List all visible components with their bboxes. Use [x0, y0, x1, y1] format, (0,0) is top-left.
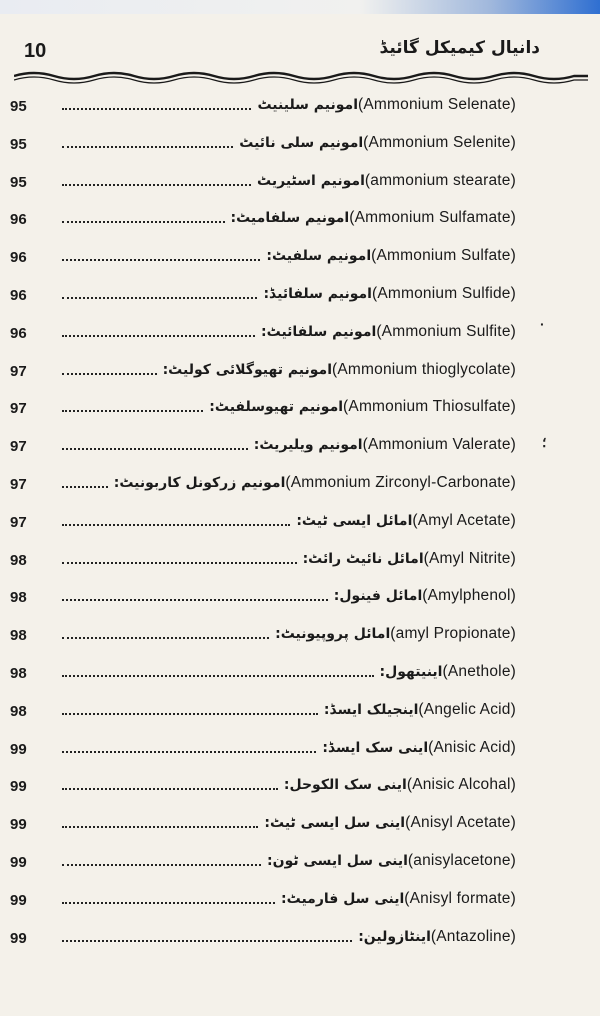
toc-entry — [0, 466, 600, 504]
toc-entry-english: (anisylacetone) — [407, 851, 516, 869]
toc-entry-urdu: امونیم سلینیٹ — [257, 97, 358, 113]
toc-entry-english: (Amyl Acetate) — [412, 511, 516, 529]
toc-page-number: 99 — [10, 891, 27, 909]
toc-entry-title — [266, 247, 516, 265]
toc-entry — [0, 504, 600, 542]
toc-page-number: 95 — [10, 173, 27, 191]
toc-entry-title — [254, 436, 516, 454]
toc-entry-urdu: امونیم سلفیٹ: — [266, 248, 372, 265]
toc-entry-urdu: امونیم سلفامیٹ: — [230, 210, 350, 227]
toc-entry-english: (Amyl Nitrite) — [423, 549, 516, 567]
toc-entry — [0, 201, 600, 239]
toc-page-number: 97 — [10, 438, 27, 456]
dot-leader — [62, 637, 269, 639]
table-of-contents — [0, 88, 600, 957]
toc-entry-urdu: امونیم سلفائیٹ: — [261, 323, 377, 340]
toc-entry-urdu: امائل نائیٹ رائٹ: — [302, 550, 424, 567]
dot-leader — [62, 713, 318, 715]
dot-leader — [62, 259, 260, 261]
toc-entry-title — [322, 739, 516, 757]
header-wavy-rule — [14, 68, 588, 86]
margin-mark: · — [540, 316, 545, 332]
toc-entry-urdu: امونیم تھیوگلائی کولیٹ: — [162, 361, 333, 378]
toc-page-number: 97 — [10, 513, 27, 531]
toc-entry-english: (Antazoline) — [430, 927, 516, 945]
toc-entry-title — [257, 96, 516, 114]
toc-page-number: 95 — [10, 135, 27, 153]
dot-leader — [62, 599, 328, 601]
toc-page-number: 99 — [10, 816, 27, 834]
toc-entry-urdu: اینی سل ایسی ٹیٹ: — [264, 815, 406, 832]
toc-entry-title — [296, 512, 516, 530]
toc-entry-english: (Anethole) — [442, 662, 516, 680]
toc-entry-urdu: امونیم زرکونل کاربونیٹ: — [113, 474, 286, 491]
toc-entry-english: (ammonium stearate) — [364, 171, 516, 189]
toc-page-number: 96 — [10, 211, 27, 229]
toc-page-number: 99 — [10, 929, 27, 947]
dot-leader — [62, 184, 251, 186]
toc-page-number: 98 — [10, 551, 27, 569]
toc-entry — [0, 617, 600, 655]
dot-leader — [62, 864, 261, 866]
toc-entry-urdu: اینی سل ایسی ٹون: — [267, 852, 408, 869]
toc-entry-urdu: اینی سل فارمیٹ: — [281, 890, 405, 907]
toc-entry-english: (Ammonium Sulfamate) — [349, 209, 516, 227]
toc-entry — [0, 882, 600, 920]
toc-entry — [0, 920, 600, 958]
dot-leader — [62, 751, 316, 753]
toc-entry-english: (Ammonium Selenate) — [358, 96, 516, 113]
toc-entry-title — [334, 587, 516, 605]
toc-entry — [0, 164, 600, 202]
toc-entry-title — [324, 701, 516, 719]
toc-entry-title — [263, 285, 516, 303]
toc-entry-urdu: امائل ایسی ٹیٹ: — [296, 512, 413, 529]
toc-entry — [0, 239, 600, 277]
toc-entry — [0, 390, 600, 428]
toc-page-number: 97 — [10, 400, 27, 418]
dot-leader — [62, 448, 248, 450]
toc-entry-urdu: اینی سک الکوحل: — [283, 777, 407, 794]
toc-page-number: 97 — [10, 475, 27, 493]
toc-entry-urdu: امائل پروپیونیٹ: — [275, 626, 391, 643]
toc-page-number: 98 — [10, 589, 27, 607]
toc-page-number: 97 — [10, 362, 27, 380]
dot-leader — [62, 902, 275, 904]
dot-leader — [62, 524, 290, 526]
toc-entry — [0, 126, 600, 164]
toc-entry-title — [231, 209, 516, 227]
toc-entry-urdu: امونیم ویلیریٹ: — [253, 437, 363, 454]
toc-entry — [0, 693, 600, 731]
toc-entry-title — [358, 928, 516, 946]
dot-leader — [62, 297, 257, 299]
toc-page-number: 96 — [10, 324, 27, 342]
toc-entry — [0, 88, 600, 126]
toc-entry-title — [281, 890, 516, 908]
toc-entry-title — [303, 550, 516, 568]
toc-page-number: 98 — [10, 702, 27, 720]
dot-leader — [62, 788, 278, 790]
dot-leader — [62, 940, 352, 942]
toc-entry-english: (Ammonium Selenite) — [363, 133, 516, 151]
toc-entry-urdu: اینٹازولین: — [358, 928, 431, 945]
toc-entry-urdu: امونیم تھیوسلفیٹ: — [209, 399, 344, 416]
toc-entry-english: (Anisyl formate) — [404, 889, 516, 907]
toc-page-number: 95 — [10, 98, 27, 115]
toc-entry — [0, 844, 600, 882]
dot-leader — [62, 146, 233, 148]
toc-entry — [0, 315, 600, 353]
toc-page-number: 99 — [10, 778, 27, 796]
page-number: 10 — [24, 40, 47, 62]
toc-entry-urdu: اینی سک ایسڈ: — [322, 739, 429, 756]
toc-entry-title — [257, 172, 516, 190]
toc-entry-english: (Anisic Alcohal) — [406, 776, 516, 794]
toc-entry-english: (amyl Propionate) — [390, 625, 516, 643]
toc-entry-english: (Angelic Acid) — [418, 700, 516, 718]
toc-entry-english: (Anisyl Acetate) — [405, 814, 516, 832]
toc-entry — [0, 731, 600, 769]
toc-entry-title — [163, 361, 516, 379]
toc-entry-title — [114, 474, 516, 492]
toc-page-number: 99 — [10, 853, 27, 871]
toc-entry — [0, 579, 600, 617]
toc-entry-english: (Ammonium Zirconyl-Carbonate) — [285, 473, 516, 491]
toc-entry-english: (Ammonium Sulfide) — [371, 284, 516, 302]
toc-entry-english: (Ammonium Thiosulfate) — [343, 398, 516, 416]
toc-entry — [0, 655, 600, 693]
margin-mark: ؛ — [542, 434, 547, 450]
dot-leader — [62, 486, 108, 488]
page-top-edge — [0, 0, 600, 14]
toc-page-number: 96 — [10, 249, 27, 267]
toc-entry — [0, 353, 600, 391]
toc-entry-title — [261, 323, 516, 341]
toc-entry-title — [239, 134, 516, 152]
toc-entry-title — [267, 852, 516, 870]
toc-entry-english: (Ammonium thioglycolate) — [332, 360, 516, 378]
dot-leader — [62, 373, 157, 375]
page-header — [0, 14, 600, 74]
toc-entry-english: (Ammonium Sulfate) — [371, 247, 516, 265]
toc-entry-english: (Ammonium Sulfite) — [376, 322, 516, 340]
toc-entry-urdu: امائل فینول: — [333, 588, 423, 605]
dot-leader — [62, 335, 255, 337]
dot-leader — [62, 562, 297, 564]
toc-entry-urdu: امونیم سلی نائیٹ — [239, 134, 364, 151]
toc-entry-title — [209, 398, 516, 416]
dot-leader — [62, 826, 258, 828]
toc-entry-urdu: امونیم سلفائیڈ: — [263, 285, 372, 302]
running-title: دانیال کیمیکل گائیڈ — [379, 38, 540, 58]
toc-entry — [0, 768, 600, 806]
dot-leader — [62, 108, 251, 110]
toc-entry-urdu: امونیم اسٹیریٹ — [257, 172, 365, 189]
dot-leader — [62, 410, 203, 412]
toc-page-number: 98 — [10, 664, 27, 682]
toc-entry-urdu: اینیتھول: — [379, 663, 443, 680]
toc-entry — [0, 277, 600, 315]
toc-entry-title — [264, 814, 516, 832]
toc-entry-title — [380, 663, 516, 681]
toc-entry-english: (Amylphenol) — [422, 587, 516, 605]
toc-entry-title — [284, 776, 516, 794]
toc-entry-english: (Anisic Acid) — [428, 738, 516, 756]
toc-page-number: 99 — [10, 740, 27, 758]
toc-entry — [0, 542, 600, 580]
toc-page-number: 96 — [10, 286, 27, 304]
toc-entry-title — [275, 625, 516, 643]
toc-entry — [0, 428, 600, 466]
toc-page-number: 98 — [10, 627, 27, 645]
toc-entry-urdu: اینجیلک ایسڈ: — [323, 701, 419, 718]
toc-entry — [0, 806, 600, 844]
toc-entry-english: (Ammonium Valerate) — [362, 436, 516, 454]
dot-leader — [62, 221, 225, 223]
dot-leader — [62, 675, 374, 677]
